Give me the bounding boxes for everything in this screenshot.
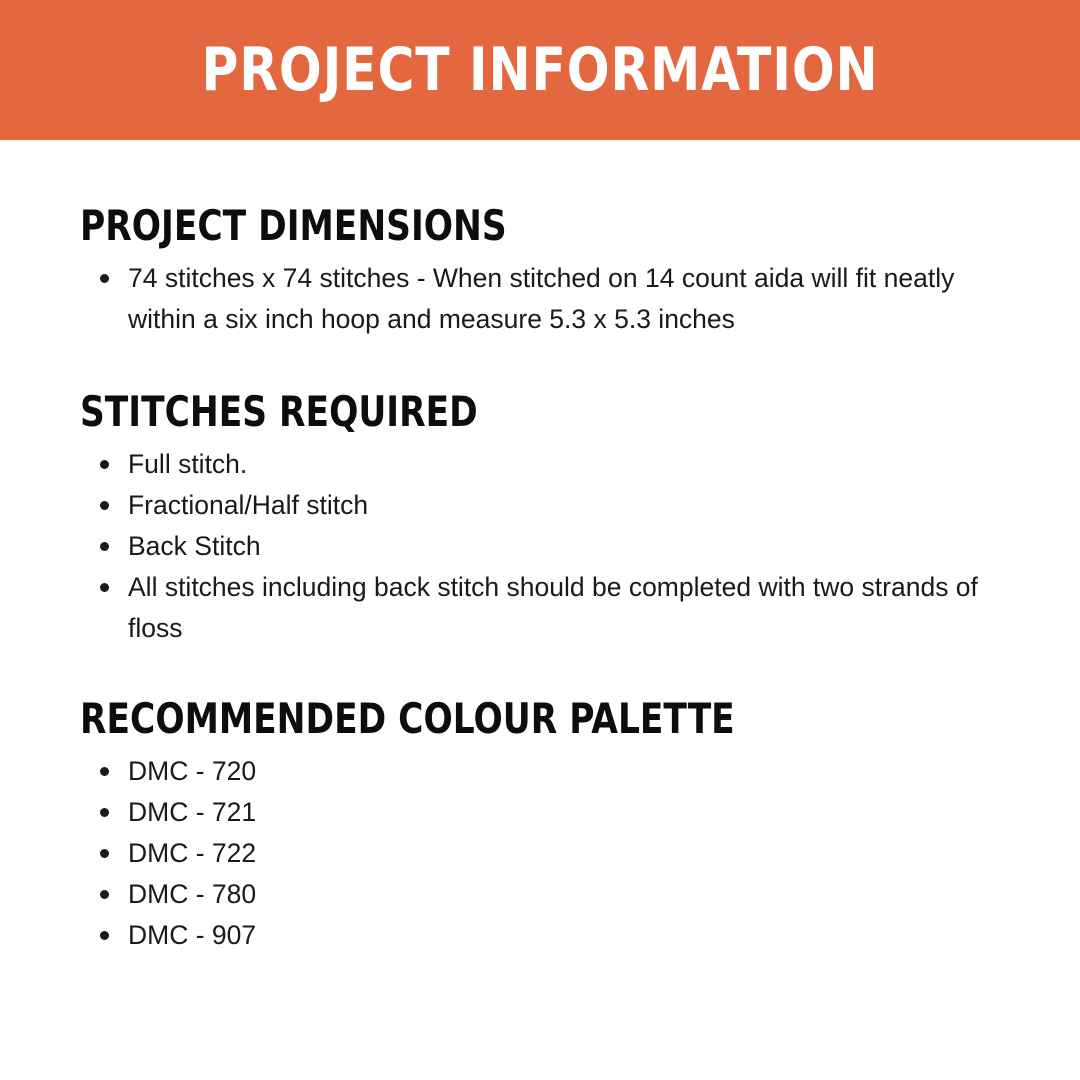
list-item: [80, 915, 1000, 956]
bullet-icon: [100, 583, 109, 592]
list-item: [80, 792, 1000, 833]
stitches-required-heading: STITCHES REQUIRED: [80, 387, 478, 436]
project-info-content: [0, 202, 1080, 956]
list-item: [80, 485, 1000, 526]
bullet-icon: [100, 767, 109, 776]
list-item-text: Full stitch.: [128, 449, 248, 479]
list-item: [80, 444, 1000, 485]
project-dimensions-list: [80, 258, 1000, 340]
page-title: PROJECT INFORMATION: [201, 35, 879, 105]
bullet-icon: [100, 849, 109, 858]
list-item: [80, 833, 1000, 874]
list-item: [80, 751, 1000, 792]
bullet-icon: [100, 890, 109, 899]
bullet-icon: [100, 931, 109, 940]
bullet-icon: [100, 808, 109, 817]
bullet-icon: [100, 274, 109, 283]
colour-palette-section: [80, 695, 1000, 956]
colour-palette-heading: RECOMMENDED COLOUR PALETTE: [80, 694, 735, 743]
list-item-text: DMC - 722: [128, 838, 257, 868]
list-item: [80, 567, 1000, 649]
project-dimensions-heading: PROJECT DIMENSIONS: [80, 201, 507, 250]
list-item-text: All stitches including back stitch should be completed with two strands of floss: [128, 572, 978, 643]
list-item-text: 74 stitches x 74 stitches - When stitched on 14 count aida will fit neatly within a six inch hoop and measure 5.3 x 5.3 inches: [128, 263, 955, 334]
title-banner: [0, 0, 1080, 140]
bullet-icon: [100, 460, 109, 469]
list-item: [80, 526, 1000, 567]
list-item-text: Back Stitch: [128, 531, 261, 561]
list-item-text: DMC - 780: [128, 879, 257, 909]
list-item-text: Fractional/Half stitch: [128, 490, 369, 520]
project-dimensions-section: [80, 202, 1000, 340]
list-item: [80, 874, 1000, 915]
list-item-text: DMC - 720: [128, 756, 257, 786]
list-item-text: DMC - 721: [128, 797, 257, 827]
list-item-text: DMC - 907: [128, 920, 257, 950]
stitches-required-list: [80, 444, 1000, 649]
colour-palette-list: [80, 751, 1000, 956]
stitches-required-section: [80, 388, 1000, 649]
bullet-icon: [100, 542, 109, 551]
list-item: [80, 258, 1000, 340]
bullet-icon: [100, 501, 109, 510]
